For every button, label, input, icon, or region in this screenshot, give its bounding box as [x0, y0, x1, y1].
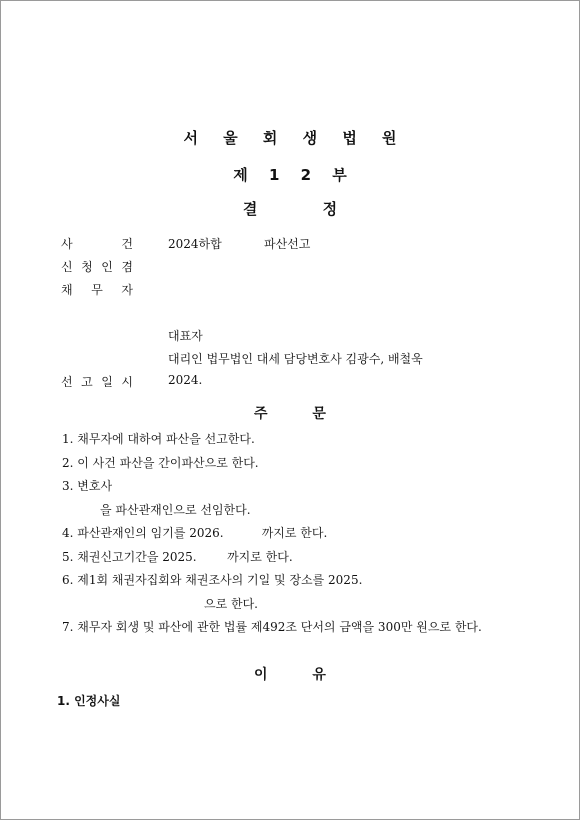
order-item-1: 1. 채무자에 대하여 파산을 선고한다. — [62, 432, 255, 446]
case-name: 파산선고 — [264, 237, 311, 251]
order-item-6-cont: 으로 한다. — [204, 596, 258, 611]
order-item-3: 3. 변호사 — [62, 479, 113, 493]
date-label: 선 고 일 시 — [61, 375, 133, 389]
order-item-4: 4. 파산관재인의 임기를 2026. 까지로 한다. — [62, 526, 328, 540]
order-item-6: 6. 제1회 채권자집회와 채권조사의 기일 및 장소를 2025. — [62, 573, 363, 587]
case-number: 2024하합 — [168, 237, 222, 251]
order-item-7: 7. 채무자 회생 및 파산에 관한 법률 제492조 단서의 금액을 300만 원으로 한다. — [62, 620, 482, 634]
order-list — [62, 430, 482, 642]
order-item-3-cont: 을 파산관재인으로 선임한다. — [100, 502, 251, 517]
order-item-2: 2. 이 사건 파산을 간이파산으로 한다. — [62, 455, 259, 470]
debtor-label: 채 무 자 — [61, 283, 133, 297]
order-heading: 주 문 — [254, 406, 326, 422]
debtor-representative: 대표자 — [168, 329, 203, 343]
date-value: 2024. — [168, 373, 203, 387]
reason-section-title: 1. 인정사실 — [57, 694, 121, 708]
court-name: 서 울 회 생 법 원 — [183, 129, 407, 147]
order-item-5: 5. 채권신고기간을 2025. 까지로 한다. — [62, 549, 293, 564]
case-label: 사 건 — [61, 237, 133, 251]
document-title: 결 정 — [242, 200, 338, 218]
department-name: 제 1 2 부 — [233, 166, 355, 184]
debtor-agent: 대리인 법무법인 대세 담당변호사 김광수, 배철욱 — [168, 352, 423, 366]
reason-heading: 이 유 — [254, 667, 326, 683]
applicant-label: 신 청 인 겸 — [61, 260, 133, 274]
